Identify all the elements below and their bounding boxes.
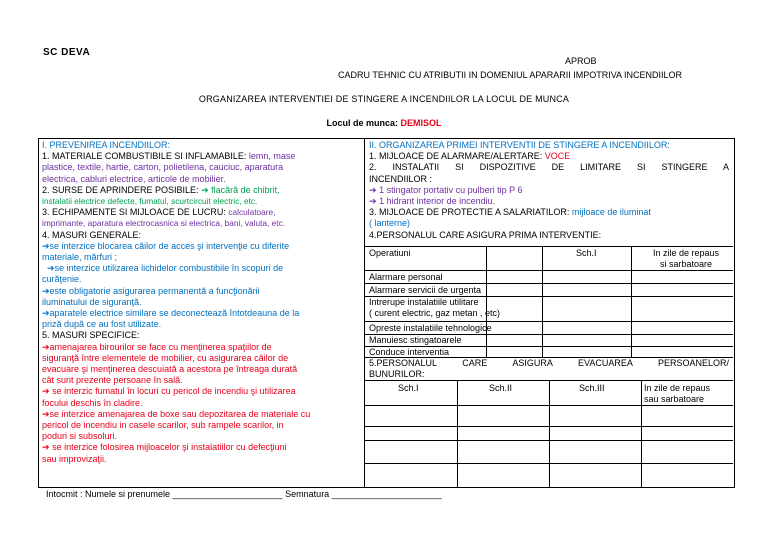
t1-row-4: Opreste instalatiile tehnologice — [369, 323, 492, 333]
evac-title — [369, 358, 729, 380]
t1-row-line — [365, 321, 733, 322]
t1-col-line — [542, 246, 543, 357]
general-item-3 — [42, 286, 360, 297]
company-name: SC DEVA — [43, 47, 91, 58]
t1-row-3-line2: ( curent electric, gaz metan , etc) — [369, 308, 501, 319]
cadru-tehnic-label: CADRU TEHNIC CU ATRIBUTII IN DOMENIUL APARARII IMPOTRIVA INCENDIILOR — [338, 70, 683, 80]
t2-col-line — [549, 380, 550, 487]
inst-item-1-text: 1 stingator portativ cu pulberi tip P 6 — [379, 184, 523, 195]
inst-line-a: 2. INSTALATII SI DISPOZITIVE DE LIMITARE SI STINGERE A — [369, 162, 729, 173]
section-title-prevenire: I. PREVENIREA INCENDIILOR: — [42, 140, 171, 150]
general-item-1b: materiale, mărfuri ; — [42, 252, 118, 263]
general-item-2-text: se interzice utilizarea lichidelor combustibile în scopuri de — [54, 263, 284, 274]
t1-row-5: Manuiesc stingatoarele — [369, 335, 462, 345]
surse-line-1 — [42, 185, 360, 196]
locul-value: DEMISOL — [400, 118, 442, 128]
t1-row-2: Alarmare servicii de urgenta — [369, 285, 482, 295]
right-column — [369, 140, 729, 241]
general-item-1 — [42, 241, 360, 252]
surse-label: 2. SURSE DE APRINDERE POSIBILE: — [42, 184, 199, 195]
general-item-2 — [42, 263, 360, 274]
document-title: ORGANIZAREA INTERVENTIEI DE STINGERE A INCENDIILOR LA LOCUL DE MUNCA — [198, 94, 570, 104]
specific-item-2b: focului deschis în cladire. — [42, 397, 143, 408]
personal-title: 4.PERSONALUL CARE ASIGURA PRIMA INTERVENTIE: — [369, 229, 602, 240]
specific-item-1 — [42, 342, 360, 353]
prot-line — [369, 207, 729, 218]
aprob-label: APROB — [565, 56, 597, 66]
arrow-icon: ➔ — [47, 263, 55, 274]
arrow-icon: ➔ — [42, 285, 50, 296]
surse-line-2: instalatii electrice defecte, fumatul, scurtcircuit electric, etc. — [42, 196, 258, 207]
prot-label: 3. MIJLOACE DE PROTECTIE A SALARIATILOR: — [369, 207, 570, 218]
t2-header-sch3: Sch.III — [579, 383, 605, 393]
locul-label: Locul de munca: — [326, 118, 401, 128]
general-item-3b: iluminatului de siguranţă. — [42, 296, 142, 307]
inst-item-2 — [369, 196, 729, 207]
t1-header-repaus — [640, 248, 732, 270]
general-item-4 — [42, 308, 360, 319]
specific-item-3b: pericol de incendiu in casele scarilor, sub rampele scarilor, in — [42, 420, 284, 431]
t2-col-line — [457, 380, 458, 487]
specific-item-1c: evacuare şi menţinerea descuiată a acestora pe întreaga durată — [42, 364, 298, 375]
alarm-label: 1. MIJLOACE DE ALARMARE/ALERTARE: — [369, 151, 543, 162]
t1-row-3 — [369, 297, 500, 319]
t1-row-1: Alarmare personal — [369, 272, 443, 282]
specific-item-1d: cât sunt prezente persoane în sală. — [42, 375, 183, 386]
locul-de-munca — [0, 118, 768, 128]
arrow-icon: ➔ — [42, 442, 50, 453]
specific-item-2 — [42, 386, 360, 397]
section-title-organizare: II. ORGANIZAREA PRIMEI INTERVENTII DE STINGERE A INCENDIILOR: — [369, 140, 670, 150]
masuri-specifice-title: 5. MASURI SPECIFICE: — [42, 330, 140, 341]
evac-title-line2: BUNURILOR: — [369, 369, 425, 380]
t1-header-sch1: Sch.I — [576, 248, 597, 258]
inst-line-b: INCENDIILOR : — [369, 173, 433, 184]
specific-item-4-text: se interzice folosirea mijloacelor şi instalatiilor cu defecţiuni — [52, 442, 287, 453]
t1-row-3-line1: Intrerupe instalatiile utilitare — [369, 297, 479, 307]
materiale-line-3: electrica, cabluri electrice, articole de mobilier. — [42, 173, 226, 184]
general-item-4-text: aparatele electrice similare se deconectează întotdeauna de la — [49, 308, 300, 319]
alarm-line — [369, 151, 729, 162]
footer-signature: Intocmit : Numele si prenumele ______________________ Semnatura ______________________ — [46, 489, 442, 499]
materiale-line-1 — [42, 151, 360, 162]
materiale-label: 1. MATERIALE COMBUSTIBILE SI INFLAMABILE: — [42, 151, 247, 162]
arrow-icon: ➔ — [42, 240, 50, 251]
specific-item-3 — [42, 409, 360, 420]
specific-item-4b: sau improvizaţii. — [42, 453, 107, 464]
t2-header-repaus-line1: In zile de repaus — [644, 383, 711, 393]
inst-item-1 — [369, 185, 729, 196]
t2-col-line — [641, 380, 642, 487]
arrow-icon: ➔ — [369, 196, 377, 207]
t1-header-repaus-line2: si sarbatoare — [659, 259, 713, 270]
materiale-line-2: plastice, textile, hartie, carton, polietilena, cauciuc, aparatura — [42, 162, 284, 173]
t1-top-line — [365, 246, 733, 247]
prot-value: mijloace de iluminat — [571, 207, 651, 218]
prot-line-2: ( lanterne) — [369, 218, 411, 229]
masuri-generale-title: 4. MASURI GENERALE: — [42, 229, 142, 240]
t1-header-operatiuni: Operatiuni — [369, 248, 411, 258]
t2-header-sch2: Sch.II — [489, 383, 513, 393]
t2-header-sch1: Sch.I — [398, 383, 419, 393]
arrow-icon: ➔ — [201, 184, 209, 195]
echip-label: 3. ECHIPAMENTE SI MIJLOACE DE LUCRU: — [42, 207, 226, 218]
specific-item-1-text: amenajarea birourilor se face cu menţinerea spaţiilor de — [49, 341, 272, 352]
arrow-icon: ➔ — [42, 341, 50, 352]
t2-header-repaus-line2: sau sarbatoare — [644, 394, 705, 405]
inst-item-2-text: 1 hidrant interior de incendiu. — [379, 196, 496, 207]
specific-item-3c: poduri si subsoluri. — [42, 431, 118, 442]
t1-header-repaus-line1: In zile de repaus — [652, 248, 720, 258]
arrow-icon: ➔ — [42, 386, 50, 397]
specific-item-2-text: se interzic fumatul în locuri cu pericol de incendiu şi utilizarea — [52, 386, 296, 397]
arrow-icon: ➔ — [42, 308, 50, 319]
t1-row-6: Conduce interventia — [369, 347, 450, 357]
general-item-2b: curăţenie. — [42, 274, 82, 285]
general-item-3-text: este obligatorie asigurarea permanentă a funcţionării — [49, 285, 260, 296]
echip-line-1 — [42, 207, 360, 218]
specific-item-3-text: se interzice amenajarea de boxe sau depozitarea de materiale cu — [49, 408, 311, 419]
arrow-icon: ➔ — [369, 184, 377, 195]
materiale-value: lemn, mase — [248, 151, 296, 162]
column-divider — [364, 138, 365, 487]
arrow-icon: ➔ — [42, 408, 50, 419]
general-item-4b: priză după ce au fost utilizate. — [42, 319, 162, 330]
general-item-1-text: se interzice blocarea căilor de acces şi intervenţie cu diferite — [49, 240, 290, 251]
echip-value: calculatoare, — [228, 207, 276, 218]
evac-title-line1: 5.PERSONALUL CARE ASIGURA EVACUAREA PERSOANELOR/ — [369, 358, 729, 368]
t2-header-repaus — [644, 383, 710, 405]
specific-item-4 — [42, 442, 360, 453]
surse-value: flacără de chibrit, — [211, 184, 280, 195]
echip-line-2: imprimante, aparatura electrocasnica si electrica, bani, valuta, etc. — [42, 218, 286, 229]
alarm-value: VOCE — [544, 151, 571, 162]
left-column — [42, 140, 360, 465]
specific-item-1b: siguranţă între elementele de mobilier, cu asigurarea căilor de — [42, 352, 289, 363]
t1-col-line — [631, 246, 632, 357]
